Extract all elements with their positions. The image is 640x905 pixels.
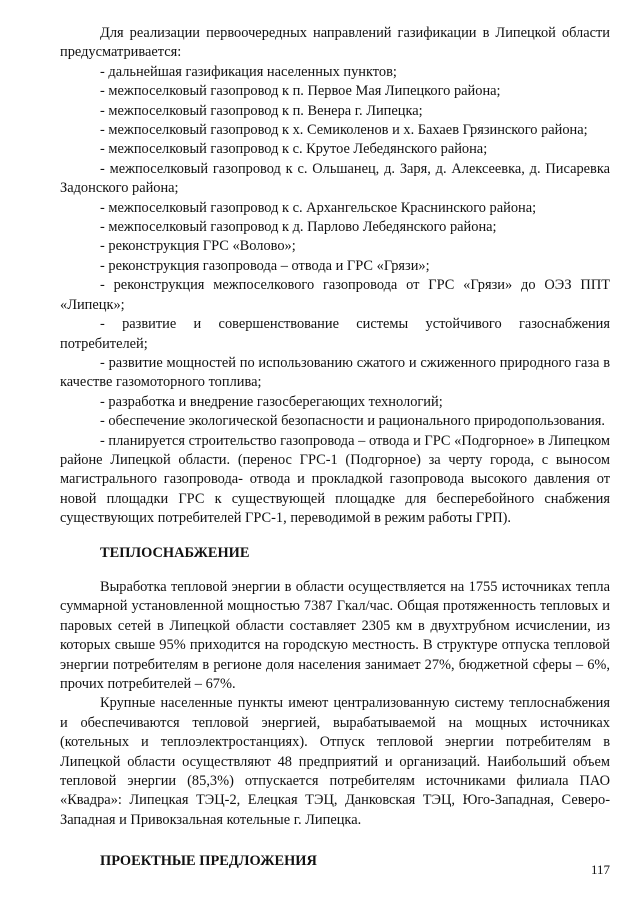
list-item: - развитие мощностей по использованию сжатого и сжиженного природного газа в качестве газомоторного топлива;: [60, 354, 610, 391]
list-item: - реконструкция межпоселкового газопровода от ГРС «Грязи» до ОЭЗ ППТ «Липецк»;: [60, 277, 610, 313]
list-item: - межпоселковый газопровод к с. Крутое Лебедянского района;: [100, 141, 488, 158]
list-item: - реконструкция газопровода – отвода и ГРС «Грязи»;: [100, 257, 430, 274]
section-heading-project-proposals: ПРОЕКТНЫЕ ПРЕДЛОЖЕНИЯ: [100, 853, 317, 870]
list-item: - развитие и совершенствование системы устойчивого газоснабжения потребителей;: [60, 316, 610, 352]
list-item: - межпоселковый газопровод к д. Парлово Лебедянского района;: [100, 219, 497, 236]
section-heading-heat-supply: ТЕПЛОСНАБЖЕНИЕ: [100, 544, 250, 561]
intro-paragraph: Для реализации первоочередных направлений газификации в Липецкой области предусматривается:: [60, 25, 610, 61]
heat-supply-paragraph-2: Крупные населенные пункты имеют централизованную систему теплоснабжения и обеспечиваются тепловой энергией, вырабатываемой на мощных источниках (котельных и теплоэлектростанциях). Отпуск тепловой энергии потребителям в Липецкой области осуществляют 48 предприятий и организаций. Наибольший объем тепловой энергии (85,3%) отпускается потребителям источниками филиала ПАО «Квадра»: Липецкая ТЭЦ-2, Елецкая ТЭЦ, Данковская ТЭЦ, Юго-Западная, Северо-Западная и Привокзальная котельные г. Липецка.: [60, 695, 610, 828]
list-item: - межпоселковый газопровод к с. Архангельское Краснинского района;: [100, 199, 537, 216]
page-number: 117: [590, 862, 610, 877]
list-item: - обеспечение экологической безопасности и рационального природопользования.: [100, 413, 605, 430]
list-item: - реконструкция ГРС «Волово»;: [100, 238, 296, 255]
list-item: - межпоселковый газопровод к п. Первое Мая Липецкого района;: [100, 83, 501, 100]
list-item: - межпоселковый газопровод к с. Ольшанец, д. Заря, д. Алексеевка, д. Писаревка Задонского района;: [60, 160, 610, 197]
heat-supply-paragraph-1: Выработка тепловой энергии в области осуществляется на 1755 источниках тепла суммарной установленной мощностью 7387 Гкал/час. Общая протяженность тепловых и паровых сетей в Липецкой области составляет 2305 км в двухтрубном исчислении, из которых свыше 95% приходится на городскую местность. В структуре отпуска тепловой энергии потребителям в регионе доля населения занимает 27%, бюджетной сферы – 6%, прочих потребителей – 67%.: [60, 578, 610, 692]
list-item: - планируется строительство газопровода – отвода и ГРС «Подгорное» в Липецком районе Липецкой области. (перенос ГРС-1 (Подгорное) за черту города, с выносом магистрального газопровода- отвода и прокладкой газопровода высокого давления от новой площадки ГРС к существующей площадке для бесперебойного снабжения существующих потребителей ГРС-1, переводимой в режим работы ГРП).: [60, 432, 610, 527]
list-item: - разработка и внедрение газосберегающих технологий;: [100, 393, 443, 410]
list-item: - дальнейшая газификация населенных пунктов;: [100, 63, 397, 80]
list-item: - межпоселковый газопровод к п. Венера г. Липецка;: [100, 102, 423, 119]
document-page: [60, 24, 610, 872]
list-item: - межпоселковый газопровод к х. Семиколенов и х. Бахаев Грязинского района;: [100, 122, 588, 139]
gasification-list: [60, 63, 610, 529]
